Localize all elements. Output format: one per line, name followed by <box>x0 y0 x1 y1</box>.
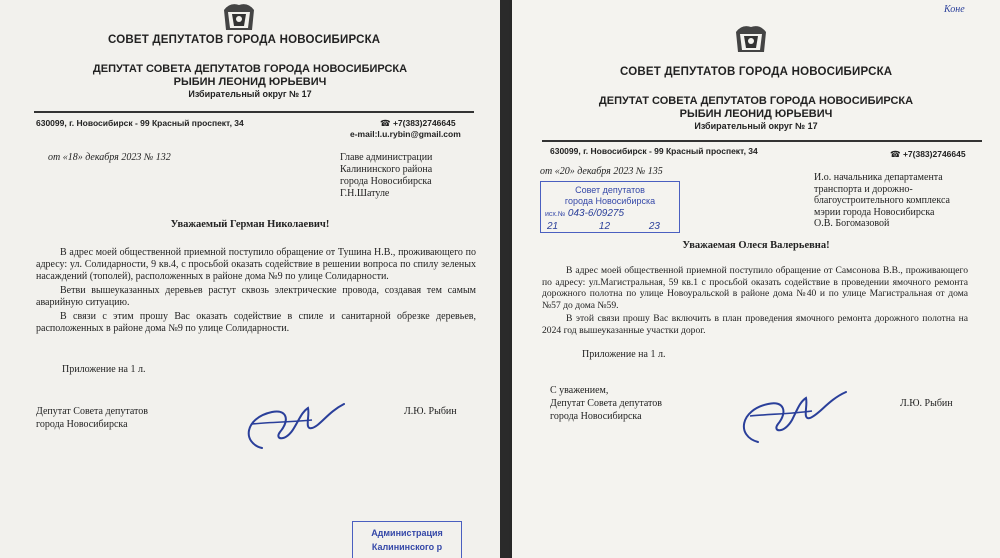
address: 630099, г. Новосибирск - 99 Красный проспект, 34 <box>36 118 244 128</box>
recipient <box>814 172 950 230</box>
recipient-line: благоустроительного комплекса <box>814 195 950 206</box>
phone: ☎ +7(383)2746645 <box>380 118 456 128</box>
paragraph: Ветви вышеуказанных деревьев растут сквозь электрические провода, создавая тем самым аварийную ситуацию. <box>36 285 476 308</box>
signer-position-line: города Новосибирска <box>36 419 128 430</box>
deputy-title <box>566 95 946 121</box>
stamp-month: 12 <box>598 221 611 232</box>
incoming-stamp <box>352 521 462 558</box>
greeting: Уважаемый Герман Николаевич! <box>170 219 330 230</box>
signer-position-line: Депутат Совета депутатов <box>550 398 662 409</box>
header-divider <box>34 111 474 113</box>
deputy-title <box>60 63 440 89</box>
paragraph: В адрес моей общественной приемной поступило обращение от Тушина Н.В., проживающего по адресу: ул. Солидарности, 9 кв.4, с просьбой оказать содействие в решении вопроса по спилу зеленых насаждений (тополей), расположенных в районе дома №9 по улице Солидарности. <box>36 247 476 282</box>
stamp-reg-row <box>545 208 679 220</box>
recipient-line: И.о. начальника департамента <box>814 172 943 183</box>
deputy-title-text: ДЕПУТАТ СОВЕТА ДЕПУТАТОВ ГОРОДА НОВОСИБИРСКА <box>598 95 914 107</box>
stamp-day: 21 <box>547 221 559 232</box>
district: Избирательный округ № 17 <box>188 89 312 99</box>
signature-image <box>232 398 362 458</box>
handwritten-note: Коне <box>944 4 965 15</box>
signer-name: Л.Ю. Рыбин <box>900 398 953 409</box>
page-divider <box>500 0 512 558</box>
stamp-line: Совет депутатов <box>575 185 645 195</box>
letter-right-page <box>512 0 1000 558</box>
address: 630099, г. Новосибирск - 99 Красный проспект, 34 <box>550 146 758 156</box>
signer-position-line: Депутат Совета депутатов <box>36 406 148 417</box>
stamp-line: Администрация <box>371 528 443 538</box>
paragraph: В адрес моей общественной приемной поступило обращение от Самсонова В.В., проживающего по адресу: ул.Магистральная, 59 кв.1 с просьбой оказать содействие в проведении ямочного ремонта дорожного полотна по улице Новоуральской в районе дома №40 и по улице Магистральная от дома №57 до дома №59. <box>542 265 968 311</box>
closing: С уважением, <box>550 385 609 396</box>
recipient-line: Г.Н.Шатуле <box>340 188 390 199</box>
coat-of-arms-icon <box>218 2 260 34</box>
signer-position <box>36 405 148 431</box>
recipient <box>340 152 432 200</box>
header-divider <box>542 140 982 142</box>
stamp-date-row <box>541 221 679 232</box>
stamp-year: 23 <box>648 221 660 232</box>
recipient-line: мэрии города Новосибирска <box>814 206 935 218</box>
date-line: от «18» декабря 2023 № 132 <box>48 152 171 163</box>
recipient-line: транспорта и дорожно- <box>814 183 913 195</box>
email: e-mail:l.u.rybin@gmail.com <box>350 129 461 139</box>
greeting: Уважаемая Олеся Валерьевна! <box>682 240 830 251</box>
attachment-note: Приложение на 1 л. <box>62 364 146 375</box>
closing-and-signer <box>550 384 662 423</box>
recipient-line: Калининского района <box>340 164 433 175</box>
district: Избирательный округ № 17 <box>694 121 818 131</box>
deputy-title-text: ДЕПУТАТ СОВЕТА ДЕПУТАТОВ ГОРОДА НОВОСИБИРСКА <box>92 63 408 75</box>
coat-of-arms-icon <box>730 24 772 56</box>
attachment-note: Приложение на 1 л. <box>582 349 666 360</box>
recipient-line: города Новосибирска <box>340 176 432 187</box>
phone: ☎ +7(383)2746645 <box>890 149 966 159</box>
council-title: СОВЕТ ДЕПУТАТОВ ГОРОДА НОВОСИБИРСКА <box>108 34 381 46</box>
council-title: СОВЕТ ДЕПУТАТОВ ГОРОДА НОВОСИБИРСКА <box>620 66 893 78</box>
signature-image <box>728 386 858 452</box>
recipient-line: Главе администрации <box>340 152 433 163</box>
registration-stamp <box>540 181 680 233</box>
stamp-reg-prefix: исх.№ <box>545 211 566 218</box>
deputy-name: РЫБИН ЛЕОНИД ЮРЬЕВИЧ <box>679 108 833 120</box>
paragraph: В этой связи прошу Вас включить в план проведения ямочного ремонта дорожного полотна на 2024 год вышеуказанные участки дорог. <box>542 313 968 336</box>
signer-name: Л.Ю. Рыбин <box>404 406 457 417</box>
stamp-reg-number: 043-6/09275 <box>567 208 625 219</box>
paragraph: В связи с этим прошу Вас оказать содействие в спиле и санитарной обрезке деревьев, расположенных в районе дома №9 по улице Солидарности. <box>36 311 476 334</box>
letter-body <box>36 247 476 335</box>
letter-body <box>542 265 968 336</box>
stamp-line: города Новосибирска <box>564 196 656 206</box>
deputy-name: РЫБИН ЛЕОНИД ЮРЬЕВИЧ <box>173 76 327 88</box>
date-line: от «20» декабря 2023 № 135 <box>540 166 663 177</box>
recipient-line: О.В. Богомазовой <box>814 218 890 229</box>
signer-position-line: города Новосибирска <box>550 411 642 422</box>
stamp-line: Калининского р <box>371 542 443 552</box>
